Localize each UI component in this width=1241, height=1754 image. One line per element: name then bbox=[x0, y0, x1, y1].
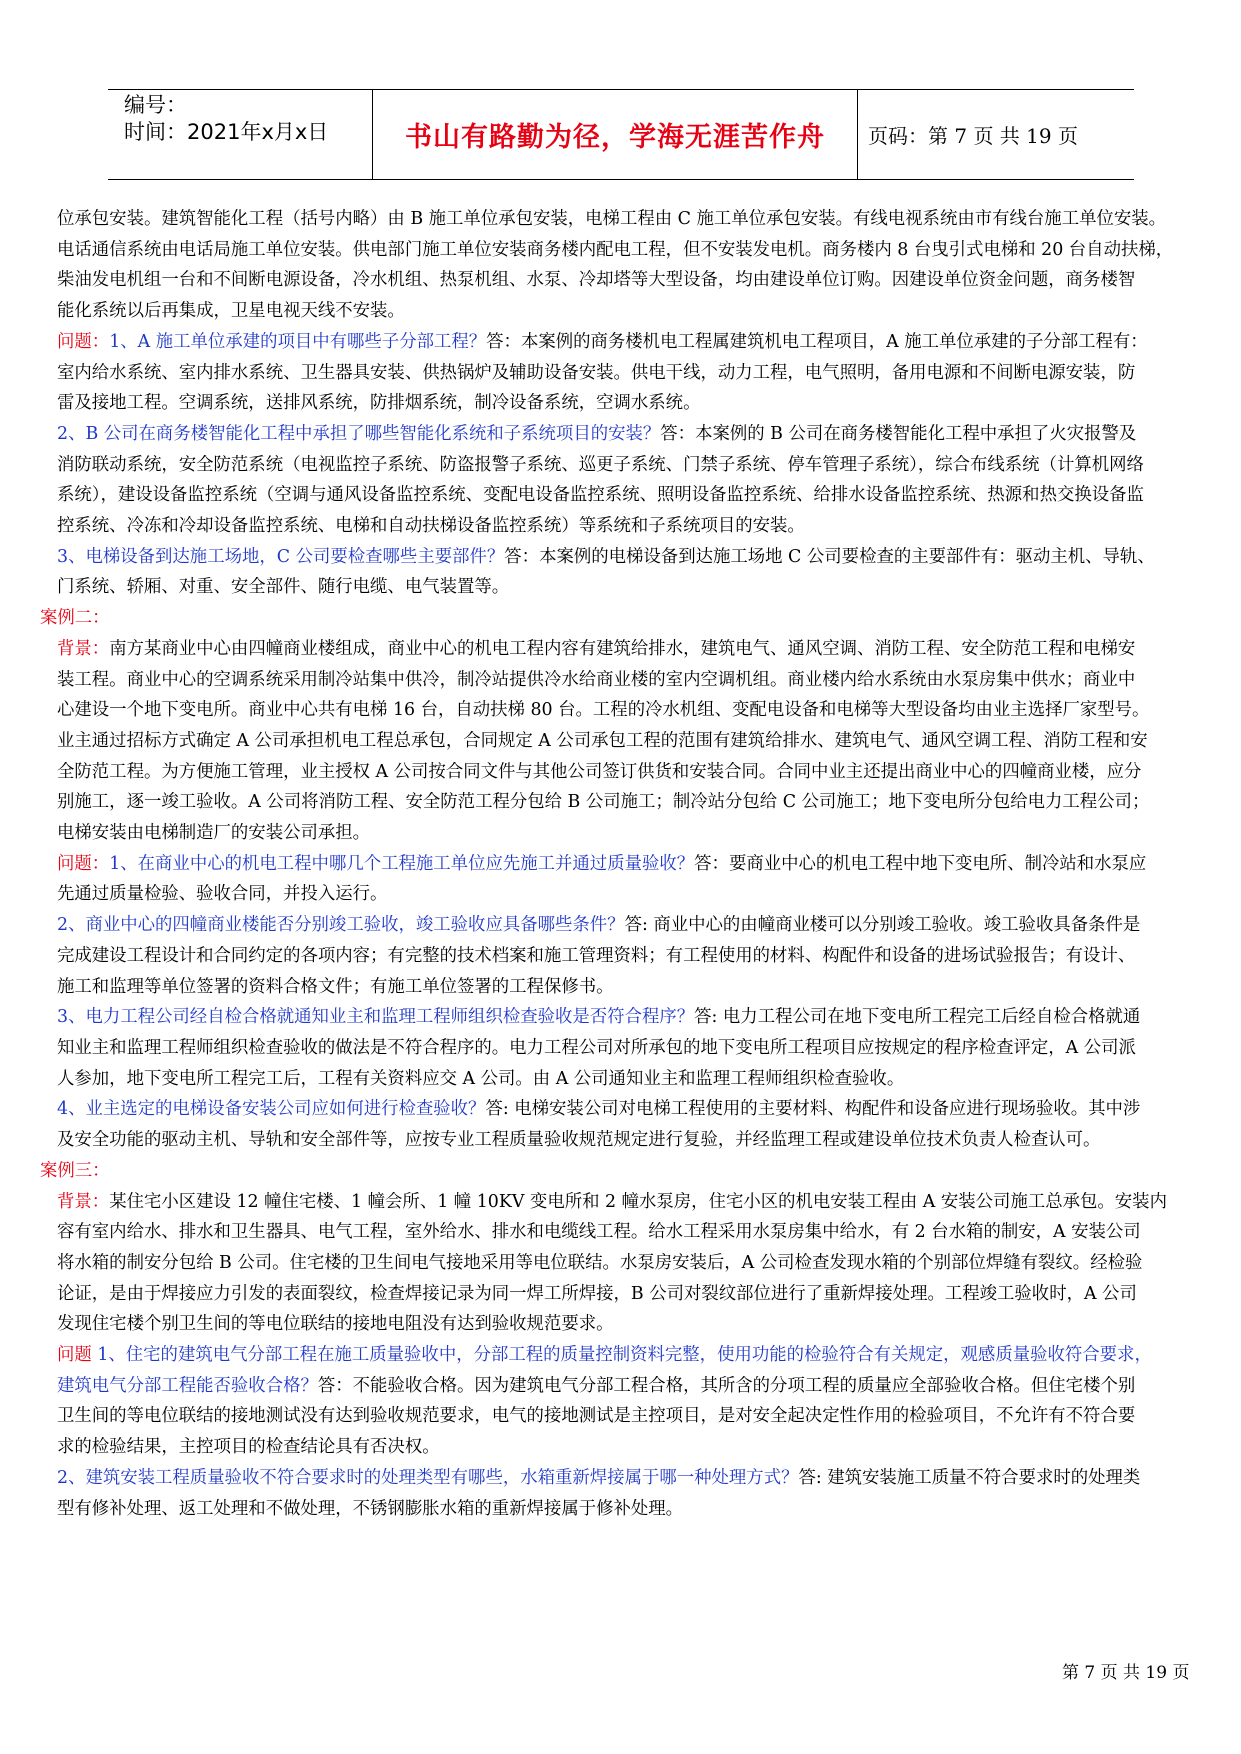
question-line bbox=[57, 1463, 1227, 1494]
question-text: 3、电梯设备到达施工场地，C 公司要检查哪些主要部件？ bbox=[57, 546, 505, 567]
text-line: 人参加，地下变电所工程完工后，工程有关资料应交 A 公司。由 A 公司通知业主和监理工程师组织检查验收。 bbox=[57, 1068, 905, 1089]
text-line: 心建设一个地下变电所。商业中心共有电梯 16 台，自动扶梯 80 台。工程的冷水机组、变配电设备和电梯等大型设备均由业主选择厂家型号。 bbox=[57, 700, 1150, 721]
question-text: 1、在商业中心的机电工程中哪几个工程施工单位应先施工并通过质量验收？ bbox=[109, 853, 695, 874]
question-line bbox=[57, 1002, 1227, 1033]
header-meta bbox=[108, 90, 373, 180]
text-line: 能化系统以后再集成，卫星电视天线不安装。 bbox=[57, 301, 405, 322]
text-line: 施工和监理等单位签署的资料合格文件；有施工单位签署的工程保修书。 bbox=[57, 976, 614, 997]
question-text: 1、A 施工单位承建的项目中有哪些子分部工程？ bbox=[109, 331, 487, 352]
background-line bbox=[57, 634, 1227, 665]
motto: 书山有路勤为径，学海无涯苦作舟 bbox=[405, 122, 825, 153]
answer-text: 答：本案例的 B 公司在商务楼智能化工程中承担了火灾报警及 bbox=[660, 423, 1137, 444]
background-label: 背景： bbox=[57, 638, 110, 659]
page-info: 页码：第 7 页 共 19 页 bbox=[868, 124, 1078, 148]
question-line bbox=[57, 910, 1227, 941]
question-text: 3、电力工程公司经自检合格就通知业主和监理工程师组织检查验收是否符合程序？ bbox=[57, 1007, 695, 1028]
header-table bbox=[108, 89, 1134, 180]
background-label: 背景： bbox=[57, 1191, 110, 1212]
text-line: 及安全功能的驱动主机、导轨和安全部件等，应按专业工程质量验收规范规定进行复验，并经监理工程或建设单位技术负责人检查认可。 bbox=[57, 1130, 1101, 1151]
answer-text: 答: 电力工程公司在地下变电所工程完工后经自检合格就通 bbox=[694, 1007, 1141, 1028]
text-line: 容有室内给水、排水和卫生器具、电气工程，室外给水、排水和电缆线工程。给水工程采用水泵房集中给水，有 2 台水箱的制安，A 安装公司 bbox=[57, 1222, 1141, 1243]
text-line: 室内给水系统、室内排水系统、卫生器具安装、供热锅炉及辅助设备安装。供电干线，动力工程，电气照明，备用电源和不间断电源安装，防 bbox=[57, 362, 1136, 383]
question-label: 问题： bbox=[57, 331, 110, 352]
text-line: 雷及接地工程。空调系统，送排风系统，防排烟系统，制冷设备系统，空调水系统。 bbox=[57, 393, 701, 414]
text-line: 型有修补处理、返工处理和不做处理，不锈钢膨胀水箱的重新焊接属于修补处理。 bbox=[57, 1498, 684, 1519]
text-line: 柴油发电机组一台和不间断电源设备，冷水机组、热泵机组、水泵、冷却塔等大型设备，均由建设单位订购。因建设单位资金问题，商务楼智 bbox=[57, 270, 1136, 291]
answer-text: 答：本案例的电梯设备到达施工场地 C 公司要检查的主要部件有：驱动主机、导轨、 bbox=[504, 546, 1155, 567]
number-label: 编号： bbox=[124, 93, 187, 117]
page-footer: 第 7 页 共 19 页 bbox=[1062, 1663, 1190, 1683]
answer-text: 答: 商业中心的由幢商业楼可以分别竣工验收。竣工验收具备条件是 bbox=[624, 915, 1141, 936]
text-line: 卫生间的等电位联结的接地测试没有达到验收规范要求，电气的接地测试是主控项目，是对安全起决定性作用的检验项目，不允许有不符合要 bbox=[57, 1406, 1136, 1427]
text-line: 全防范工程。为方便施工管理，业主授权 A 公司按合同文件与其他公司签订供货和安装合同。合同中业主还提出商业中心的四幢商业楼，应分 bbox=[57, 761, 1142, 782]
text-line: 门系统、轿厢、对重、安全部件、随行电缆、电气装置等。 bbox=[57, 577, 510, 598]
question-line bbox=[57, 1094, 1227, 1125]
text-line: 系统），建设设备监控系统（空调与通风设备监控系统、变配电设备监控系统、照明设备监控系统、给排水设备监控系统、热源和热交换设备监 bbox=[57, 485, 1144, 506]
question-label: 问题 bbox=[57, 1345, 92, 1366]
question-text: 建筑电气分部工程能否验收合格？ bbox=[57, 1375, 318, 1396]
background-text: 某住宅小区建设 12 幢住宅楼、1 幢会所、1 幢 10KV 变电所和 2 幢水泵房，住宅小区的机电安装工程由 A 安装公司施工总承包。安装内 bbox=[109, 1191, 1167, 1212]
text-line: 控系统、冷冻和冷却设备监控系统、电梯和自动扶梯设备监控系统）等系统和子系统项目的安装。 bbox=[57, 516, 805, 537]
background-text: 南方某商业中心由四幢商业楼组成，商业中心的机电工程内容有建筑给排水，建筑电气、通风空调、消防工程、安全防范工程和电梯安 bbox=[109, 638, 1136, 659]
answer-text: 答：不能验收合格。因为建筑电气分部工程合格，其所含的分项工程的质量应全部验收合格。但住宅楼个别 bbox=[317, 1375, 1136, 1396]
question-line bbox=[57, 849, 1227, 880]
text-line: 将水箱的制安分包给 B 公司。住宅楼的卫生间电气接地采用等电位联结。水泵房安装后，A 公司检查发现水箱的个别部位焊缝有裂纹。经检验 bbox=[57, 1252, 1143, 1273]
background-line bbox=[57, 1187, 1227, 1218]
case-two-title: 案例二： bbox=[40, 608, 110, 629]
header-motto-cell bbox=[373, 90, 858, 180]
text-line: 装工程。商业中心的空调系统采用制冷站集中供冷，制冷站提供冷水给商业楼的室内空调机组。商业楼内给水系统由水泵房集中供水；商业中 bbox=[57, 669, 1136, 690]
answer-text: 答: 电梯安装公司对电梯工程使用的主要材料、构配件和设备应进行现场验收。其中涉 bbox=[485, 1099, 1141, 1120]
text-line: 知业主和监理工程师组织检查验收的做法是不符合程序的。电力工程公司对所承包的地下变电所工程项目应按规定的程序检查评定，A 公司派 bbox=[57, 1037, 1136, 1058]
text-line: 业主通过招标方式确定 A 公司承担机电工程总承包，合同规定 A 公司承包工程的范围有建筑给排水、建筑电气、通风空调工程、消防工程和安 bbox=[57, 730, 1148, 751]
question-text: 2、建筑安装工程质量验收不符合要求时的处理类型有哪些，水箱重新焊接属于哪一种处理方式？ bbox=[57, 1467, 799, 1488]
question-text: 1、住宅的建筑电气分部工程在施工质量验收中，分部工程的质量控制资料完整，使用功能的检验符合有关规定，观感质量验收符合要求， bbox=[91, 1345, 1152, 1366]
text-line: 先通过质量检验、验收合同，并投入运行。 bbox=[57, 884, 388, 905]
text-line: 完成建设工程设计和合同约定的各项内容；有完整的技术档案和施工管理资料；有工程使用的材料、构配件和设备的进场试验报告；有设计、 bbox=[57, 945, 1136, 966]
text-line: 发现住宅楼个别卫生间的等电位联结的接地电阻没有达到验收规范要求。 bbox=[57, 1314, 614, 1335]
question-text: 2、B 公司在商务楼智能化工程中承担了哪些智能化系统和子系统项目的安装？ bbox=[57, 423, 661, 444]
text-line: 求的检验结果，主控项目的检查结论具有否决权。 bbox=[57, 1437, 440, 1458]
header-page-cell bbox=[858, 90, 1135, 180]
question-line bbox=[57, 327, 1227, 358]
answer-text: 答: 建筑安装施工质量不符合要求时的处理类 bbox=[798, 1467, 1141, 1488]
text-line: 别施工，逐一竣工验收。A 公司将消防工程、安全防范工程分包给 B 公司施工；制冷站分包给 C 公司施工；地下变电所分包给电力工程公司； bbox=[57, 792, 1150, 813]
text-line: 位承包安装。建筑智能化工程（括号内略）由 B 施工单位承包安装，电梯工程由 C 施工单位承包安装。有线电视系统由市有线台施工单位安装。 bbox=[57, 209, 1167, 229]
question-label: 问题： bbox=[57, 853, 110, 874]
question-line bbox=[57, 1340, 1227, 1371]
document-body bbox=[40, 204, 1227, 1524]
text-line: 论证，是由于焊接应力引发的表面裂纹，检查焊接记录为同一焊工所焊接，B 公司对裂纹部位进行了重新焊接处理。工程竣工验收时，A 公司 bbox=[57, 1283, 1137, 1304]
text-line: 电梯安装由电梯制造厂的安装公司承担。 bbox=[57, 823, 371, 844]
text-line: 消防联动系统，安全防范系统（电视监控子系统、防盗报警子系统、巡更子系统、门禁子系统、停车管理子系统），综合布线系统（计算机网络 bbox=[57, 454, 1144, 475]
question-line bbox=[57, 542, 1227, 573]
case-three-title: 案例三： bbox=[40, 1160, 110, 1181]
time-label: 时间：2021年x月x日 bbox=[124, 120, 329, 144]
answer-text: 答：要商业中心的机电工程中地下变电所、制冷站和水泵应 bbox=[694, 853, 1147, 874]
question-line bbox=[57, 419, 1227, 450]
question-text: 4、业主选定的电梯设备安装公司应如何进行检查验收？ bbox=[57, 1099, 486, 1120]
text-line: 电话通信系统由电话局施工单位安装。供电部门施工单位安装商务楼内配电工程，但不安装发电机。商务楼内 8 台曳引式电梯和 20 台自动扶梯， bbox=[57, 239, 1174, 260]
answer-text: 答：本案例的商务楼机电工程属建筑机电工程项目，A 施工单位承建的子分部工程有： bbox=[486, 331, 1148, 352]
question-line bbox=[57, 1371, 1227, 1402]
question-text: 2、商业中心的四幢商业楼能否分别竣工验收，竣工验收应具备哪些条件？ bbox=[57, 915, 625, 936]
